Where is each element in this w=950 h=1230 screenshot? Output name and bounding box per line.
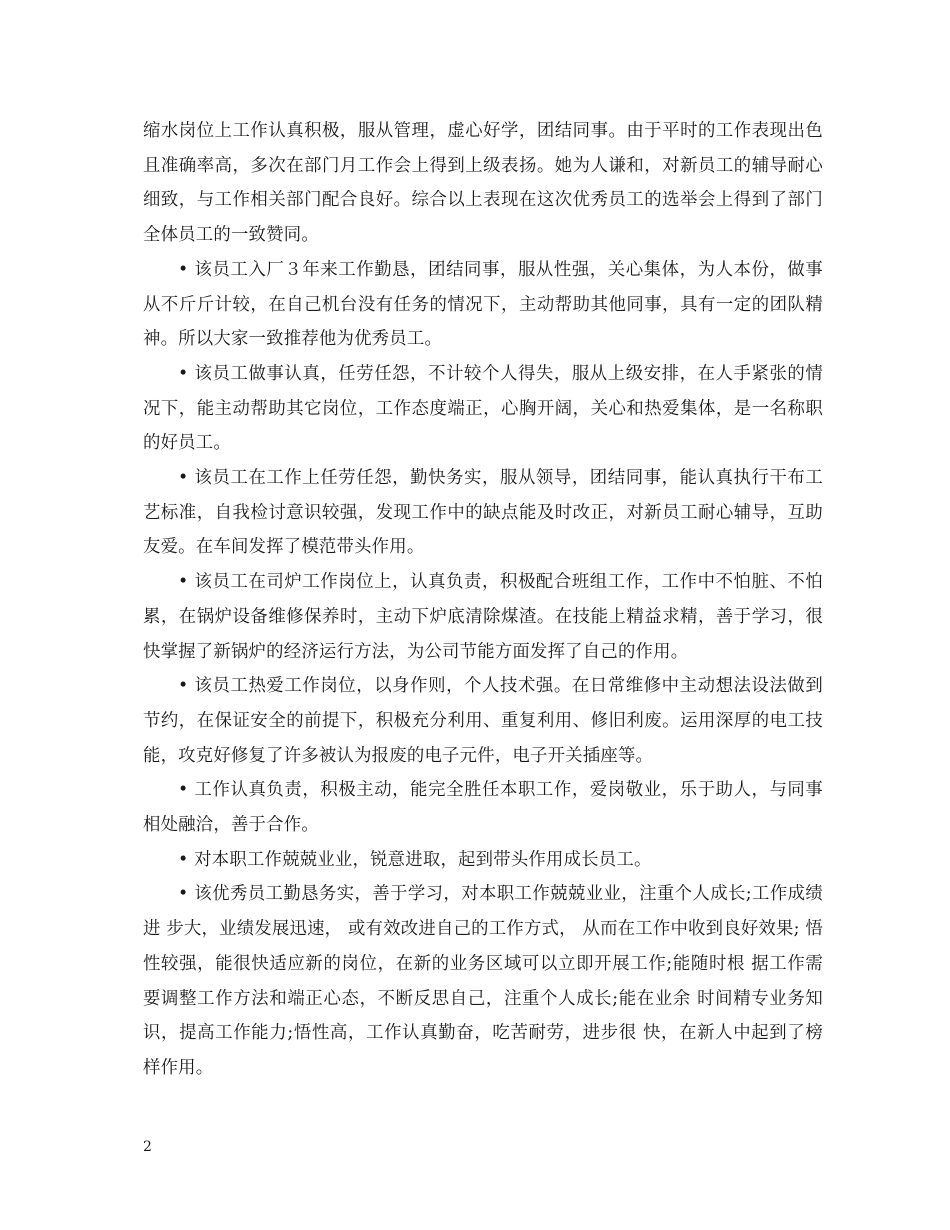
bullet-paragraph: • 该员工在工作上任劳任怨，勤快务实，服从领导，团结同事，能认真执行干布工艺标准，自我检讨意识较强，发现工作中的缺点能及时改正，对新员工耐心辅导，互助友爱。在车间发挥了模范带头作用。 <box>143 468 823 558</box>
bullet-paragraph: • 对本职工作兢兢业业，锐意进取，起到带头作用成长员工。 <box>178 849 652 870</box>
paragraph: 缩水岗位上工作认真积极，服从管理，虚心好学，团结同事。由于平时的工作表现出色且准确率高，多次在部门月工作会上得到上级表扬。她为人谦和，对新员工的辅导耐心细致，与工作相关部门配合良好。综合以上表现在这次优秀员工的选举会上得到了部门全体员工的一致赞同。 <box>143 121 823 246</box>
bullet-paragraph: • 该员工做事认真，任劳任怨，不计较个人得失，服从上级安排，在人手紧张的情况下，能主动帮助其它岗位，工作态度端正，心胸开阔，关心和热爱集体，是一名称职的好员工。 <box>143 363 823 454</box>
bullet-paragraph: • 工作认真负责，积极主动，能完全胜任本职工作，爱岗敬业，乐于助人，与同事相处融洽，善于合作。 <box>143 780 823 836</box>
document-body <box>143 114 823 1086</box>
bullet-paragraph: • 该员工入厂３年来工作勤恳，团结同事，服从性强，关心集体，为人本份，做事从不斤斤计较，在自己机台没有任务的情况下，主动帮助其他同事，具有一定的团队精神。所以大家一致推荐他为优秀员工。 <box>143 259 823 350</box>
bullet-paragraph: • 该员工在司炉工作岗位上，认真负责，积极配合班组工作，工作中不怕脏、不怕累，在锅炉设备维修保养时，主动下炉底清除煤渣。在技能上精益求精，善于学习，很快掌握了新锅炉的经济运行方法，为公司节能方面发挥了自己的作用。 <box>143 572 823 662</box>
bullet-paragraph: • 该优秀员工勤恳务实，善于学习，对本职工作兢兢业业，注重个人成长;工作成绩进 步大，业绩发展迅速， 或有效改进自己的工作方式， 从而在工作中收到良好效果; 悟性较强，能很快适应新的岗位，在新的业务区域可以立即开展工作;能随时根 据工作需要调整工作方法和端正心态，不断反思自己，注重个人成长;能在业余 时间精专业务知识，提高工作能力;悟性高，工作认真勤奋，吃苦耐劳，进步很 快，在新人中起到了榜样作用。 <box>143 884 823 1078</box>
page-number: 2 <box>143 1139 152 1155</box>
bullet-paragraph: • 该员工热爱工作岗位，以身作则，个人技术强。在日常维修中主动想法设法做到节约，在保证安全的前提下，积极充分利用、重复利用、修旧利废。运用深厚的电工技能，攻克好修复了许多被认为报废的电子元件，电子开关插座等。 <box>143 676 823 766</box>
